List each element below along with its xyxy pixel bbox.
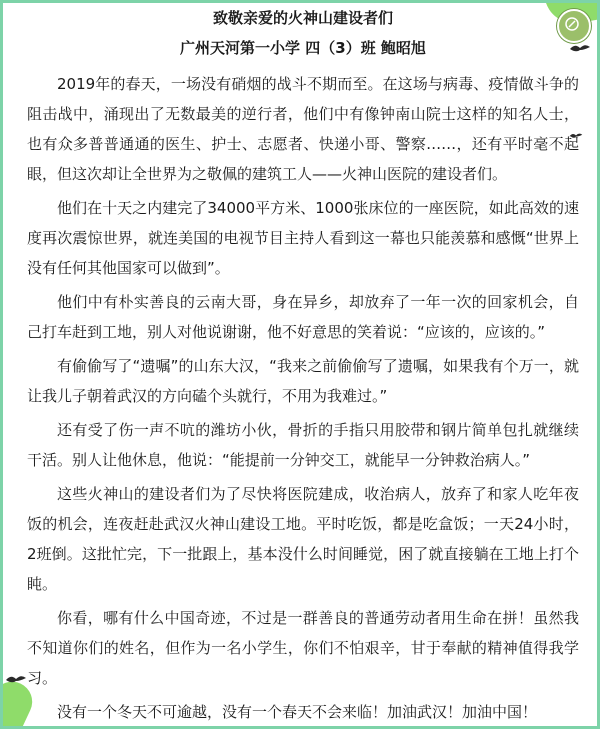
paragraph: 他们在十天之内建完了34000平方米、1000张床位的一座医院，如此高效的速度再次震惊世界，就连美国的电视节目主持人看到这一幕也只能羡慕和感慨“世界上没有任何其他国家可以做到”。 bbox=[27, 199, 579, 277]
paragraph: 这些火神山的建设者们为了尽快将医院建成，收治病人，放弃了和家人吃年夜饭的机会，连夜赶赴武汉火神山建设工地。平时吃饭，都是吃盒饭；一天24小时，2班倒。这批忙完，下一批跟上，基本没什么时间睡觉，困了就直接躺在工地上打个盹。 bbox=[27, 485, 579, 593]
document-body bbox=[27, 7, 579, 727]
paragraph: 还有受了伤一声不吭的潍坊小伙，骨折的手指只用胶带和钢片简单包扎就继续干活。别人让他休息，他说：“能提前一分钟交工，就能早一分钟救治病人。” bbox=[27, 421, 579, 469]
paragraph: 有偷偷写了“遗嘱”的山东大汉，“我来之前偷偷写了遗嘱，如果我有个万一，就让我儿子朝着武汉的方向磕个头就行，不用为我难过。” bbox=[27, 357, 579, 405]
page-title: 致敬亲爱的火神山建设者们 bbox=[212, 9, 393, 27]
paragraph: 没有一个冬天不可逾越，没有一个春天不会来临！加油武汉！加油中国！ bbox=[57, 703, 538, 721]
paragraph: 你看，哪有什么中国奇迹，不过是一群善良的普通劳动者用生命在拼！虽然我不知道你们的姓名，但作为一名小学生，你们不怕艰辛，甘于奉献的精神值得我学习。 bbox=[27, 609, 579, 687]
paragraph: 他们中有朴实善良的云南大哥，身在异乡，却放弃了一年一次的回家机会，自己打车赶到工地，别人对他说谢谢，他不好意思的笑着说：“应该的，应该的。” bbox=[27, 293, 579, 341]
author-byline: 广州天河第一小学 四（3）班 鲍昭旭 bbox=[180, 39, 426, 57]
bird-icon bbox=[5, 672, 27, 688]
paragraph: 2019年的春天，一场没有硝烟的战斗不期而至。在这场与病毒、疫情做斗争的阻击战中，涌现出了无数最美的逆行者，他们中有像钟南山院士这样的知名人士，也有众多普普通通的医生、护士、志愿者、快递小哥、警察……，还有平时毫不起眼，但这次却让全世界为之敬佩的建筑工人——火神山医院的建设者们。 bbox=[27, 75, 579, 183]
